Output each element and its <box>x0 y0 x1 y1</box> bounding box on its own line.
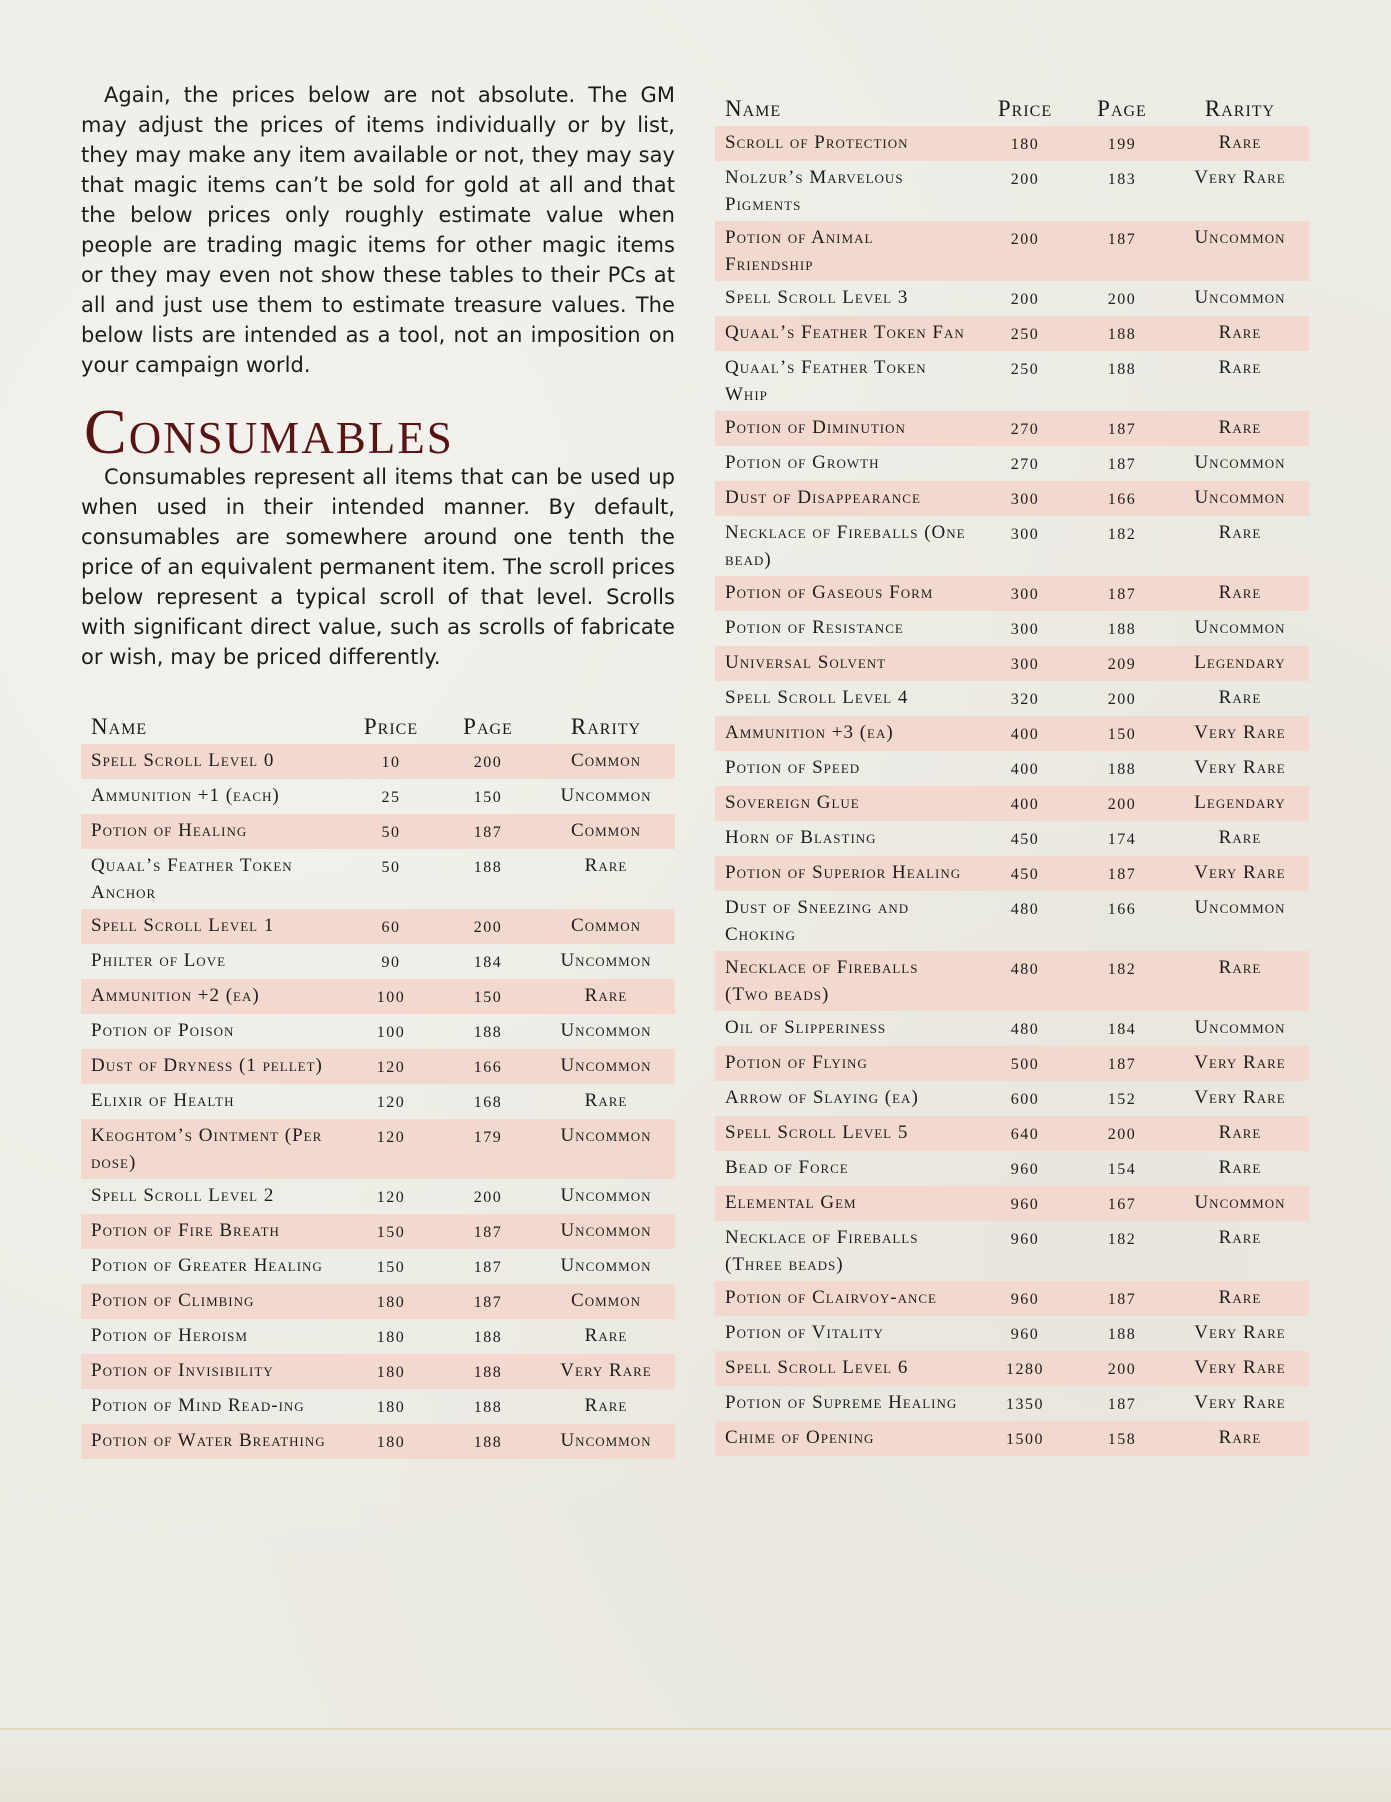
item-page-cell: 188 <box>439 1424 537 1459</box>
table-row <box>715 1011 1309 1046</box>
item-name-cell: Spell Scroll Level 4 <box>725 687 909 708</box>
table-row <box>715 446 1309 481</box>
table-row <box>81 814 675 849</box>
table-row <box>715 611 1309 646</box>
item-page-cell: 158 <box>1073 1421 1171 1456</box>
item-name-cell: Potion of Invisibility <box>81 1354 343 1389</box>
consumables-table-left <box>81 702 675 1459</box>
item-page-cell: 187 <box>1073 411 1171 446</box>
item-rarity-cell: Very Rare <box>1194 167 1286 188</box>
item-price-cell: 450 <box>1010 831 1040 848</box>
item-price-cell: 10 <box>343 744 439 779</box>
item-rarity-cell: Rare <box>537 979 675 1014</box>
item-rarity-cell: Common <box>537 1284 675 1319</box>
item-rarity-cell: Rare <box>1171 411 1309 446</box>
item-price-cell: 200 <box>977 221 1073 281</box>
item-rarity-cell: Uncommon <box>537 1214 675 1249</box>
table-row <box>81 779 675 814</box>
item-name-cell: Potion of Clairvoy-ance <box>715 1281 977 1316</box>
item-name-cell: Potion of Animal Friendship <box>715 221 977 281</box>
item-price-cell: 120 <box>376 1189 406 1206</box>
item-rarity-cell: Very Rare <box>1194 1392 1286 1413</box>
item-page-cell: 179 <box>439 1119 537 1179</box>
item-page-cell: 188 <box>473 1329 503 1346</box>
item-price-cell: 480 <box>1010 1021 1040 1038</box>
table-row <box>715 1281 1309 1316</box>
item-rarity-cell: Uncommon <box>560 1255 652 1276</box>
item-price-cell: 960 <box>1010 1161 1040 1178</box>
item-rarity-cell: Rare <box>584 1090 628 1111</box>
header-name: Name <box>725 96 782 121</box>
table-row <box>715 281 1309 316</box>
item-page-cell: 200 <box>1107 291 1137 308</box>
item-rarity-cell: Rare <box>1171 576 1309 611</box>
item-name-cell: Bead of Force <box>725 1157 849 1178</box>
item-rarity-cell: Common <box>537 744 675 779</box>
table-row <box>81 1014 675 1049</box>
item-name-cell: Spell Scroll Level 2 <box>91 1185 275 1206</box>
table-row <box>715 351 1309 411</box>
item-name-cell: Spell Scroll Level 6 <box>715 1351 977 1386</box>
item-page-cell: 154 <box>1107 1161 1137 1178</box>
item-name-cell: Spell Scroll Level 3 <box>725 287 909 308</box>
table-row <box>81 849 675 909</box>
item-price-cell: 450 <box>977 856 1073 891</box>
item-rarity-cell: Rare <box>584 1325 628 1346</box>
item-name-cell: Potion of Gaseous Form <box>715 576 977 611</box>
item-name-cell: Potion of Growth <box>725 452 880 473</box>
item-price-cell: 100 <box>343 979 439 1014</box>
table-row <box>715 716 1309 751</box>
item-price-cell: 480 <box>977 951 1073 1011</box>
table-row <box>715 576 1309 611</box>
item-name-cell: Potion of Poison <box>91 1020 235 1041</box>
item-page-cell: 199 <box>1073 126 1171 161</box>
item-rarity-cell: Very Rare <box>1194 1087 1286 1108</box>
item-name-cell: Quaal’s Feather Token Anchor <box>91 855 293 903</box>
item-rarity-cell: Rare <box>1171 1421 1309 1456</box>
item-rarity-cell: Rare <box>1171 951 1309 1011</box>
table-row <box>715 681 1309 716</box>
item-price-cell: 960 <box>977 1186 1073 1221</box>
item-price-cell: 180 <box>343 1354 439 1389</box>
table-row <box>715 481 1309 516</box>
table-row <box>81 1179 675 1214</box>
table-row <box>81 944 675 979</box>
item-rarity-cell: Rare <box>1218 357 1262 378</box>
table-row <box>715 516 1309 576</box>
header-price: Price <box>997 96 1053 121</box>
item-price-cell: 600 <box>1010 1091 1040 1108</box>
item-rarity-cell: Uncommon <box>560 1185 652 1206</box>
table-row <box>81 1214 675 1249</box>
item-page-cell: 187 <box>439 814 537 849</box>
item-rarity-cell: Uncommon <box>560 950 652 971</box>
item-rarity-cell: Uncommon <box>1171 481 1309 516</box>
item-price-cell: 200 <box>1010 171 1040 188</box>
item-price-cell: 960 <box>977 1281 1073 1316</box>
item-price-cell: 1350 <box>1006 1396 1044 1413</box>
item-price-cell: 250 <box>1010 361 1040 378</box>
table-row <box>81 1084 675 1119</box>
item-page-cell: 188 <box>473 1399 503 1416</box>
table-row <box>715 221 1309 281</box>
item-name-cell: Quaal’s Feather Token Whip <box>725 357 927 405</box>
item-price-cell: 640 <box>977 1116 1073 1151</box>
item-rarity-cell: Rare <box>1171 1281 1309 1316</box>
item-name-cell: Potion of Diminution <box>715 411 977 446</box>
item-rarity-cell: Uncommon <box>537 1119 675 1179</box>
item-name-cell: Potion of Water Breathing <box>81 1424 343 1459</box>
item-price-cell: 180 <box>376 1329 406 1346</box>
item-page-cell: 150 <box>1073 716 1171 751</box>
table-header-row <box>81 702 675 744</box>
consumables-table-right <box>715 84 1309 1456</box>
item-name-cell: Potion of Fire Breath <box>81 1214 343 1249</box>
table-row <box>81 1389 675 1424</box>
item-name-cell: Necklace of Fireballs (One bead) <box>725 522 966 570</box>
item-page-cell: 200 <box>439 909 537 944</box>
item-name-cell: Potion of Greater Healing <box>91 1255 323 1276</box>
table-row <box>715 316 1309 351</box>
item-price-cell: 50 <box>381 859 401 876</box>
item-name-cell: Potion of Supreme Healing <box>725 1392 958 1413</box>
item-name-cell: Potion of Flying <box>715 1046 977 1081</box>
section-paragraph: Consumables represent all items that can be used up when used in their intended manner. By default, consumables are somewhere around one tenth the price of an equivalent permanent item. The scroll prices below represent a typical scroll of that level. Scrolls with significant direct value, such as scrolls of fabricate or wish, may be priced differently. <box>81 465 675 669</box>
item-name-cell: Elixir of Health <box>91 1090 235 1111</box>
item-page-cell: 200 <box>1073 1116 1171 1151</box>
item-rarity-cell: Rare <box>1218 1227 1262 1248</box>
item-page-cell: 150 <box>439 979 537 1014</box>
item-price-cell: 200 <box>1010 291 1040 308</box>
item-page-cell: 166 <box>1107 901 1137 918</box>
table-row <box>715 1316 1309 1351</box>
item-price-cell: 300 <box>977 481 1073 516</box>
item-price-cell: 300 <box>1010 621 1040 638</box>
item-page-cell: 200 <box>1107 691 1137 708</box>
item-price-cell: 90 <box>381 954 401 971</box>
item-page-cell: 168 <box>473 1094 503 1111</box>
item-page-cell: 187 <box>1073 221 1171 281</box>
item-page-cell: 200 <box>1073 1351 1171 1386</box>
item-price-cell: 1280 <box>977 1351 1073 1386</box>
header-rarity: Rarity <box>570 714 642 739</box>
item-name-cell: Ammunition +2 (ea) <box>81 979 343 1014</box>
item-page-cell: 200 <box>1073 786 1171 821</box>
table-row <box>715 751 1309 786</box>
item-price-cell: 400 <box>977 786 1073 821</box>
item-rarity-cell: Rare <box>1171 126 1309 161</box>
item-name-cell: Potion of Superior Healing <box>715 856 977 891</box>
table-row <box>81 1249 675 1284</box>
item-page-cell: 184 <box>473 954 503 971</box>
item-page-cell: 188 <box>1107 361 1137 378</box>
item-page-cell: 167 <box>1073 1186 1171 1221</box>
item-rarity-cell: Legendary <box>1171 786 1309 821</box>
table-row <box>715 1116 1309 1151</box>
item-page-cell: 182 <box>1073 951 1171 1011</box>
right-table-body <box>715 126 1309 1456</box>
item-page-cell: 166 <box>1073 481 1171 516</box>
item-name-cell: Ammunition +1 (each) <box>91 785 280 806</box>
item-page-cell: 166 <box>439 1049 537 1084</box>
item-name-cell: Potion of Speed <box>725 757 861 778</box>
item-rarity-cell: Rare <box>1218 827 1262 848</box>
item-rarity-cell: Uncommon <box>1171 221 1309 281</box>
item-price-cell: 120 <box>343 1119 439 1179</box>
item-page-cell: 200 <box>473 1189 503 1206</box>
item-page-cell: 188 <box>1107 621 1137 638</box>
item-price-cell: 400 <box>1010 761 1040 778</box>
item-name-cell: Potion of Mind Read-ing <box>91 1395 305 1416</box>
item-name-cell: Potion of Healing <box>81 814 343 849</box>
table-row <box>715 951 1309 1011</box>
table-row <box>715 161 1309 221</box>
item-name-cell: Scroll of Protection <box>715 126 977 161</box>
table-row <box>715 1351 1309 1386</box>
item-rarity-cell: Common <box>537 909 675 944</box>
table-row <box>715 411 1309 446</box>
left-column <box>81 80 675 1459</box>
item-page-cell: 184 <box>1107 1021 1137 1038</box>
table-header-row <box>715 84 1309 126</box>
table-row <box>81 1049 675 1084</box>
item-page-cell: 188 <box>1107 1326 1137 1343</box>
item-name-cell: Potion of Climbing <box>81 1284 343 1319</box>
item-page-cell: 187 <box>1073 1281 1171 1316</box>
table-row <box>715 891 1309 951</box>
table-row <box>81 1319 675 1354</box>
item-name-cell: Elemental Gem <box>715 1186 977 1221</box>
item-rarity-cell: Uncommon <box>1194 1017 1286 1038</box>
item-page-cell: 150 <box>473 789 503 806</box>
item-page-cell: 187 <box>1073 1046 1171 1081</box>
item-rarity-cell: Legendary <box>1171 646 1309 681</box>
table-row <box>715 646 1309 681</box>
item-price-cell: 150 <box>343 1214 439 1249</box>
item-rarity-cell: Rare <box>584 1395 628 1416</box>
item-name-cell: Potion of Heroism <box>91 1325 248 1346</box>
table-row <box>715 856 1309 891</box>
header-name: Name <box>91 714 148 739</box>
item-rarity-cell: Rare <box>1218 1157 1262 1178</box>
item-rarity-cell: Uncommon <box>1194 897 1286 918</box>
section-title: Consumables <box>84 396 454 467</box>
item-rarity-cell: Very Rare <box>1194 1322 1286 1343</box>
table-row <box>715 1386 1309 1421</box>
item-price-cell: 500 <box>977 1046 1073 1081</box>
table-row <box>715 1081 1309 1116</box>
table-row <box>81 1119 675 1179</box>
item-rarity-cell: Common <box>537 814 675 849</box>
item-page-cell: 182 <box>1107 1231 1137 1248</box>
item-page-cell: 188 <box>1107 761 1137 778</box>
item-rarity-cell: Rare <box>1171 316 1309 351</box>
item-name-cell: Spell Scroll Level 1 <box>81 909 343 944</box>
item-price-cell: 100 <box>376 1024 406 1041</box>
table-row <box>81 1284 675 1319</box>
item-name-cell: Keoghtom’s Ointment (Per dose) <box>81 1119 343 1179</box>
item-price-cell: 1500 <box>977 1421 1073 1456</box>
item-price-cell: 400 <box>977 716 1073 751</box>
table-row <box>715 1421 1309 1456</box>
item-name-cell: Sovereign Glue <box>715 786 977 821</box>
item-rarity-cell: Uncommon <box>560 785 652 806</box>
item-price-cell: 180 <box>376 1399 406 1416</box>
header-price: Price <box>363 714 419 739</box>
table-row <box>81 1424 675 1459</box>
item-name-cell: Dust of Disappearance <box>715 481 977 516</box>
item-price-cell: 960 <box>1010 1231 1040 1248</box>
item-rarity-cell: Uncommon <box>537 1049 675 1084</box>
table-row <box>81 909 675 944</box>
item-page-cell: 188 <box>473 1024 503 1041</box>
item-name-cell: Quaal’s Feather Token Fan <box>715 316 977 351</box>
item-name-cell: Necklace of Fireballs (Three beads) <box>725 1227 919 1275</box>
item-price-cell: 50 <box>343 814 439 849</box>
item-page-cell: 188 <box>473 859 503 876</box>
item-rarity-cell: Uncommon <box>1194 287 1286 308</box>
item-page-cell: 152 <box>1107 1091 1137 1108</box>
item-name-cell: Potion of Vitality <box>725 1322 884 1343</box>
item-rarity-cell: Rare <box>584 855 628 876</box>
item-price-cell: 120 <box>343 1049 439 1084</box>
item-price-cell: 270 <box>1010 456 1040 473</box>
item-rarity-cell: Uncommon <box>1194 452 1286 473</box>
item-page-cell: 187 <box>1073 856 1171 891</box>
item-name-cell: Arrow of Slaying (ea) <box>725 1087 919 1108</box>
item-price-cell: 320 <box>1010 691 1040 708</box>
item-page-cell: 188 <box>1073 316 1171 351</box>
item-name-cell: Horn of Blasting <box>725 827 877 848</box>
header-page: Page <box>1097 96 1147 121</box>
item-price-cell: 300 <box>977 646 1073 681</box>
item-rarity-cell: Very Rare <box>537 1354 675 1389</box>
item-page-cell: 187 <box>1107 1396 1137 1413</box>
item-page-cell: 200 <box>439 744 537 779</box>
right-column <box>715 84 1309 1456</box>
item-page-cell: 187 <box>1073 576 1171 611</box>
item-price-cell: 480 <box>1010 901 1040 918</box>
item-name-cell: Chime of Opening <box>715 1421 977 1456</box>
item-price-cell: 180 <box>343 1284 439 1319</box>
table-row <box>715 1046 1309 1081</box>
header-page: Page <box>463 714 513 739</box>
table-row <box>715 1151 1309 1186</box>
item-price-cell: 300 <box>1010 526 1040 543</box>
item-name-cell: Universal Solvent <box>715 646 977 681</box>
item-rarity-cell: Very Rare <box>1194 757 1286 778</box>
item-price-cell: 25 <box>381 789 401 806</box>
item-page-cell: 182 <box>1107 526 1137 543</box>
item-rarity-cell: Very Rare <box>1171 716 1309 751</box>
item-price-cell: 250 <box>977 316 1073 351</box>
item-rarity-cell: Very Rare <box>1171 856 1309 891</box>
left-table-wrapper <box>81 702 675 1459</box>
item-price-cell: 60 <box>343 909 439 944</box>
table-row <box>81 1354 675 1389</box>
item-price-cell: 120 <box>376 1094 406 1111</box>
item-rarity-cell: Rare <box>1218 687 1262 708</box>
item-name-cell: Philter of Love <box>91 950 227 971</box>
item-rarity-cell: Rare <box>1171 1116 1309 1151</box>
table-row <box>715 1186 1309 1221</box>
item-rarity-cell: Uncommon <box>1194 617 1286 638</box>
item-rarity-cell: Uncommon <box>1171 1186 1309 1221</box>
item-page-cell: 187 <box>439 1214 537 1249</box>
item-name-cell: Dust of Dryness (1 pellet) <box>81 1049 343 1084</box>
table-row <box>715 821 1309 856</box>
item-name-cell: Spell Scroll Level 5 <box>715 1116 977 1151</box>
item-price-cell: 270 <box>977 411 1073 446</box>
table-row <box>715 786 1309 821</box>
item-page-cell: 174 <box>1107 831 1137 848</box>
item-rarity-cell: Uncommon <box>560 1020 652 1041</box>
item-page-cell: 188 <box>439 1354 537 1389</box>
page-footer-border <box>0 1728 1391 1802</box>
left-table-body <box>81 744 675 1459</box>
item-rarity-cell: Very Rare <box>1171 1351 1309 1386</box>
table-row <box>715 126 1309 161</box>
item-page-cell: 209 <box>1073 646 1171 681</box>
item-rarity-cell: Very Rare <box>1171 1046 1309 1081</box>
item-name-cell: Dust of Sneezing and Choking <box>725 897 910 945</box>
item-price-cell: 960 <box>1010 1326 1040 1343</box>
item-page-cell: 183 <box>1107 171 1137 188</box>
item-name-cell: Spell Scroll Level 0 <box>81 744 343 779</box>
table-row <box>81 979 675 1014</box>
item-price-cell: 180 <box>977 126 1073 161</box>
intro-paragraph: Again, the prices below are not absolute. The GM may adjust the prices of items individually or by list, they may make any item available or not, they may say that magic items can’t be sold for gold at all and that the below prices only roughly estimate value when people are trading magic items for other magic items or they may even not show these tables to their PCs at all and just use them to estimate treasure values. The below lists are intended as a tool, not an imposition on your campaign world. <box>81 83 675 377</box>
header-rarity: Rarity <box>1204 96 1276 121</box>
item-price-cell: 180 <box>343 1424 439 1459</box>
table-row <box>715 1221 1309 1281</box>
item-page-cell: 187 <box>439 1284 537 1319</box>
table-row <box>81 744 675 779</box>
item-name-cell: Oil of Slipperiness <box>725 1017 887 1038</box>
item-page-cell: 187 <box>473 1259 503 1276</box>
item-name-cell: Nolzur’s Marvelous Pigments <box>725 167 904 215</box>
item-price-cell: 300 <box>977 576 1073 611</box>
item-name-cell: Potion of Resistance <box>725 617 904 638</box>
item-rarity-cell: Uncommon <box>537 1424 675 1459</box>
item-name-cell: Necklace of Fireballs (Two beads) <box>715 951 977 1011</box>
item-rarity-cell: Rare <box>1218 522 1262 543</box>
item-page-cell: 187 <box>1107 456 1137 473</box>
item-name-cell: Ammunition +3 (ea) <box>715 716 977 751</box>
item-price-cell: 150 <box>376 1259 406 1276</box>
